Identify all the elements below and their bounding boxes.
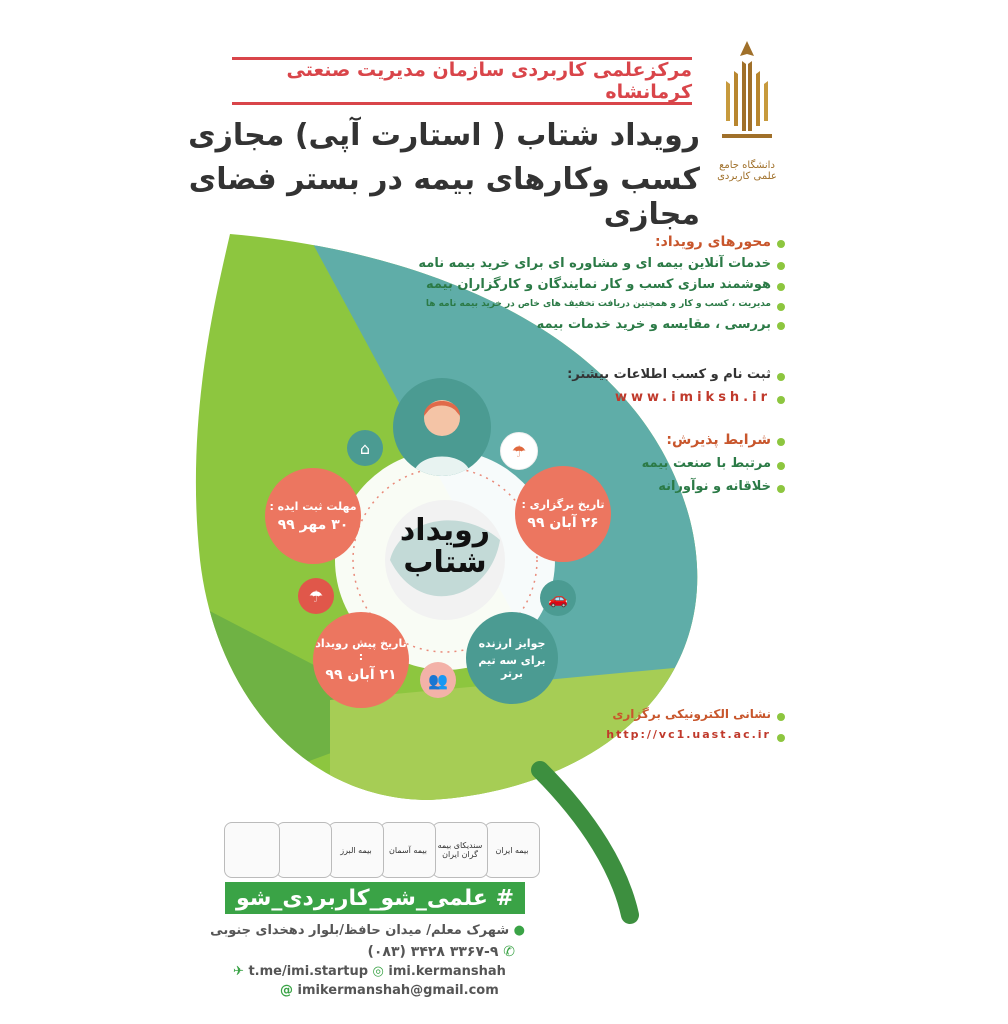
event-title: رویداد شتاب ( استارت آپی) مجازی [188,118,700,153]
instagram-link[interactable]: imi.kermanshah [388,964,506,979]
bullet [777,485,785,493]
registration-link[interactable]: www.imiksh.ir [614,390,771,405]
phone-icon: ✆ [503,944,515,960]
people-icon: 👥 [420,662,456,698]
pre-event-circle [313,612,409,708]
event-date-circle [515,466,611,562]
social-line [233,964,506,979]
event-date-label: تاریخ برگزاری : [521,497,605,511]
instagram-icon: ◎ [372,964,384,979]
prizes-label: جوایز ارزنده [478,636,546,650]
bullet [777,373,785,381]
email-icon: @ [280,983,293,998]
address-text: شهرک معلم/ میدان حافظ/بلوار دهخدای جنوبی [210,923,510,938]
bullet [777,322,785,330]
bullet [777,283,785,291]
sponsor-logo-aseman: بیمه آسمان [380,822,436,878]
telegram-link[interactable]: t.me/imi.startup [248,964,369,979]
bullet [777,734,785,742]
hashtag-banner [225,882,525,914]
phone-line [367,944,515,960]
phone-text: (۰۸۳) ۳۴۲۸ ۳۳۶۷-۹ [367,944,499,960]
sponsor-logo-imi [224,822,280,878]
topics-heading: محورهای رویداد: [655,234,771,250]
location-pin-icon: ● [513,923,525,938]
home-care-icon: ⌂ [347,430,383,466]
electronic-heading: نشانی الکترونیکی برگزاری [612,707,771,721]
idea-deadline-circle [265,468,361,564]
person-icon [393,378,491,476]
event-subtitle: کسب وکارهای بیمه در بستر فضای مجازی [188,162,700,232]
idea-deadline-value: ۳۰ مهر ۹۹ [277,516,349,533]
bullet [777,396,785,404]
prizes-value: برای سه تیم برتر [478,653,546,680]
sponsor-logo-calligraphy [276,822,332,878]
bullet [777,262,785,270]
condition-item: مرتبط با صنعت بیمه [641,456,771,471]
sponsor-logo-iran: بیمه ایران [484,822,540,878]
topic-item: هوشمند سازی کسب و کار نمایندگان و کارگزاران بیمه [426,277,771,292]
center-label-line1: رویداد [399,513,491,548]
organizer-title: مرکزعلمی کاربردی سازمان مدیریت صنعتی کرمانشاه [286,59,692,103]
telegram-icon: ✈ [233,964,244,979]
hashtag-text: # علمی_شو_کاربردی_شو [235,885,515,911]
address-line [210,923,525,938]
conditions-heading: شرایط پذیرش: [666,432,771,448]
condition-item: خلاقانه و نوآورانه [658,479,771,494]
topic-item: بررسی ، مقایسه و خرید خدمات بیمه [536,317,771,332]
email-line [280,983,499,998]
university-logo-text: دانشگاه جامع علمی کاربردی [717,160,777,182]
bullet [777,240,785,248]
pre-event-value: ۲۱ آبان ۹۹ [325,667,397,683]
idea-deadline-label: مهلت ثبت ایده : [269,499,357,513]
topic-item: مدیریت ، کسب و کار و همچنین دریافت تخفیف های خاص در خرید بیمه نامه ها [425,299,771,309]
topic-item: خدمات آنلاین بیمه ای و مشاوره ای برای خرید بیمه نامه [418,256,771,271]
center-label-line2: شتاب [403,545,487,580]
car-icon: 🚗 [540,580,576,616]
bullet [777,713,785,721]
sponsor-logo-alborz: بیمه البرز [328,822,384,878]
prizes-circle [466,612,558,704]
center-label [385,515,505,579]
pre-event-label: تاریخ پیش رویداد : [315,637,407,663]
family-umbrella-icon: ☂ [500,432,538,470]
registration-heading: ثبت نام و کسب اطلاعات بیشتر: [567,367,771,382]
electronic-link[interactable]: http://vc1.uast.ac.ir [606,728,771,741]
email-link[interactable]: imikermanshah@gmail.com [297,983,499,998]
insurance-umbrella-icon: ☂ [298,578,334,614]
bullet [777,303,785,311]
sponsor-logo-syndicate: سندیکای بیمه گران ایران [432,822,488,878]
avatar [393,378,491,476]
event-date-value: ۲۶ آبان ۹۹ [527,514,599,531]
bullet [777,438,785,446]
bullet [777,462,785,470]
